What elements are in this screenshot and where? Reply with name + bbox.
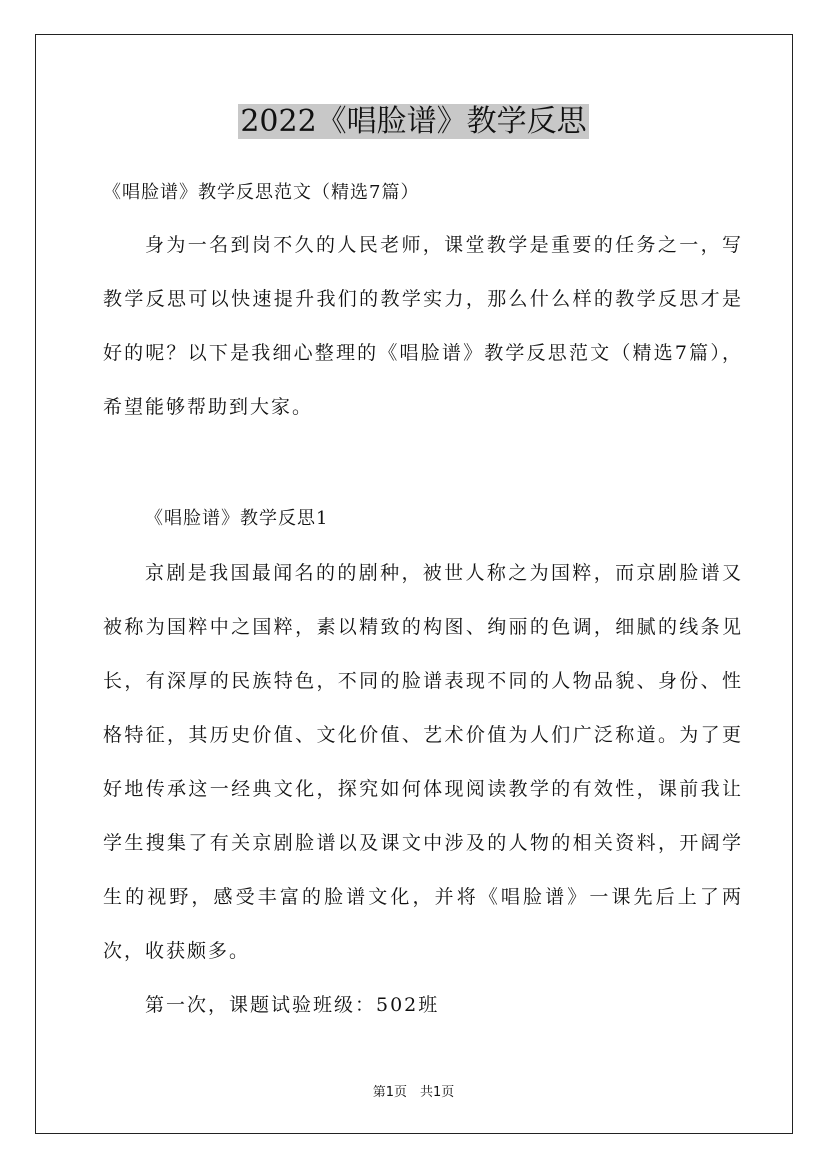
page-footer: 第1页 共1页 [372,1085,455,1100]
section-heading: 《唱脸谱》教学反思1 [145,508,329,529]
body-paragraph: 京剧是我国最闻名的的剧种，被世人称之为国粹，而京剧脸谱又被称为国粹中之国粹，素以精致的构图、绚丽的色调，细腻的线条见长，有深厚的民族特色，不同的脸谱表现不同的人物品貌、身份、性格特征，其历史价值、文化价值、艺术价值为人们广泛称道。为了更好地传承这一经典文化，探究如何体现阅读教学的有效性，课前我让学生搜集了有关京剧脸谱以及课文中涉及的人物的相关资料，开阔学生的视野，感受丰富的脸谱文化，并将《唱脸谱》一课先后上了两次，收获颇多。 [103,562,743,962]
document-title-text: 2022《唱脸谱》教学反思 [240,104,587,139]
last-paragraph: 第一次，课题试验班级：502班 [145,994,440,1016]
document-title [0,100,827,144]
document-subtitle: 《唱脸谱》教学反思范文（精选7篇） [103,182,420,203]
intro-paragraph: 身为一名到岗不久的人民老师，课堂教学是重要的任务之一，写教学反思可以快速提升我们的教学实力，那么什么样的教学反思才是好的呢？以下是我细心整理的《唱脸谱》教学反思范文（精选7篇），希望能够帮助到大家。 [103,234,743,418]
